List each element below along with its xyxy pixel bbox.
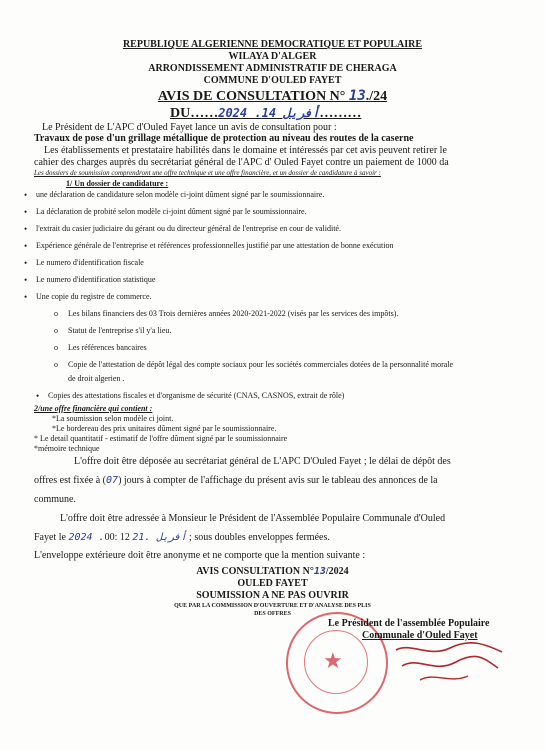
depot-line-2: offres est fixée à (07) jours à compter de l'affichage du présent avis sur le tableau des annonces de la [34,475,438,486]
header-commune: COMMUNE D'OULED FAYET [203,75,342,86]
sub-list-item: o Les bilans financiers des 03 Trois dernières années 2020-2021-2022 (visés par les services des impôts). [68,309,398,319]
header-arrondissement: ARRONDISSEMENT ADMINISTRATIF DE CHERAGA [148,63,397,74]
list-item: • Le numero d'identification statistique [36,275,155,285]
intro-line-3: cahier des charges auprès du secrétariat général de l'APC d' Ouled Fayet contre un paiement de 1000 da [34,157,449,168]
header-wilaya: WILAYA D'ALGER [228,51,317,62]
depot-line-1: L'offre doit être déposée au secrétariat général de L'APC D'Ouled Fayet ; le délai de dépôt des [74,456,451,467]
handwritten-signature [390,640,510,686]
header-republic: REPUBLIQUE ALGERIENNE DEMOCRATIQUE ET POPULAIRE [122,39,423,50]
handwritten-date: 2024 .أفريل 14 [218,106,320,120]
sub-list-item: o Copie de l'attestation de dépôt légal des compte sociaux pour les sociétés commerciales dotées de la personnalité morale [68,360,453,370]
mention-title: AVIS CONSULTATION N°13/2024 [196,566,349,577]
list-item: • Expérience générale de l'entreprise et références professionnelles justifié par une attestation de bonne exécution [36,241,394,251]
financiere-item: *mémoire technique [34,444,100,453]
list-item: • l'extrait du casier judiciaire du gérant ou du directeur général de l'entreprise en cour de validité. [36,224,341,234]
sub-list-item: o Les références bancaires [68,343,147,353]
financiere-item: *La soumission selon modèle ci joint. [52,414,174,423]
list-item: • Une copie du registre de commerce. [36,292,152,302]
intro-line: Le Président de L'APC d'Ouled Fayet lance un avis de consultation pour : [42,122,337,133]
handwritten-number: 13 [348,88,366,104]
intro-line-2: Les établissements et prestataire habilités dans le domaine et intéressés par cet avis peuvent retirer le [44,145,447,156]
consultation-object: Travaux de pose d'un grillage métallique de protection au niveau des routes de la caserne [34,133,414,144]
document-title: AVIS DE CONSULTATION N° 13./24 [157,88,388,104]
mention-commune: OULED FAYET [237,578,308,589]
document-date: DU……2024 .أفريل 14……… [170,106,362,121]
adresse-line-3: L'enveloppe extérieure doit être anonyme et ne comporte que la mention suivante : [34,550,366,561]
sub-list-item: o Statut de l'entreprise s'il y'a lieu. [68,326,171,336]
dossier-note: Les dossiers de soumission comprendront une offre technique et une offre financière, et un dossier de candidature à savoir : [34,169,381,177]
signatory-commune: Communale d'Ouled Fayet [362,630,478,641]
handwritten-days: 07 [106,475,119,486]
handwritten-number: 13 [313,566,326,577]
financiere-item: * Le detail quantitatif - estimatif de l'offre dûment signé par le soumissionnaire [34,434,288,443]
list-item: • une déclaration de candidature selon modèle ci-joint dûment signé par le soumissionnaire. [36,190,324,200]
mention-warning: SOUMISSION A NE PAS OUVRIR [196,590,349,601]
stamp-star-icon: ★ [323,648,343,673]
list-item: • La déclaration de probité selon modèle ci-joint dûment signé par le soumissionnaire. [36,207,307,217]
mention-commission: QUE PAR LA COMMISSION D'OUVERTURE ET D'ANALYSE DES PLIS [174,603,371,609]
adresse-line-2: Fayet le 2024 .أفريل .21 12 :00 ; sous doubles enveloppes fermées. [34,532,330,543]
mention-offres: DES OFFRES [254,611,291,617]
sub-list-item-continued: de droit algerien . [68,374,125,383]
list-item: • Copies des attestations fiscales et d'organisme de sécurité (CNAS, CASNOS, extrait de rôle) [48,391,344,401]
financiere-item: *Le bordereau des prix unitaires dûment signé par le soumissionnaire. [52,424,277,433]
financiere-heading: 2/une offre financière qui contient : [34,404,153,413]
candidature-heading: 1/ Un dossier de candidature : [66,179,169,188]
handwritten-deadline: 2024 .أفريل .21 [68,532,187,543]
signatory-title: Le Président de l'assemblée Populaire [328,618,490,629]
depot-line-3: commune. [34,494,76,505]
list-item: • Le numero d'identification fiscale [36,258,144,268]
adresse-line-1: L'offre doit être adressée à Monsieur le Président de l'Assemblée Populaire Communale d'Ouled [60,513,446,524]
